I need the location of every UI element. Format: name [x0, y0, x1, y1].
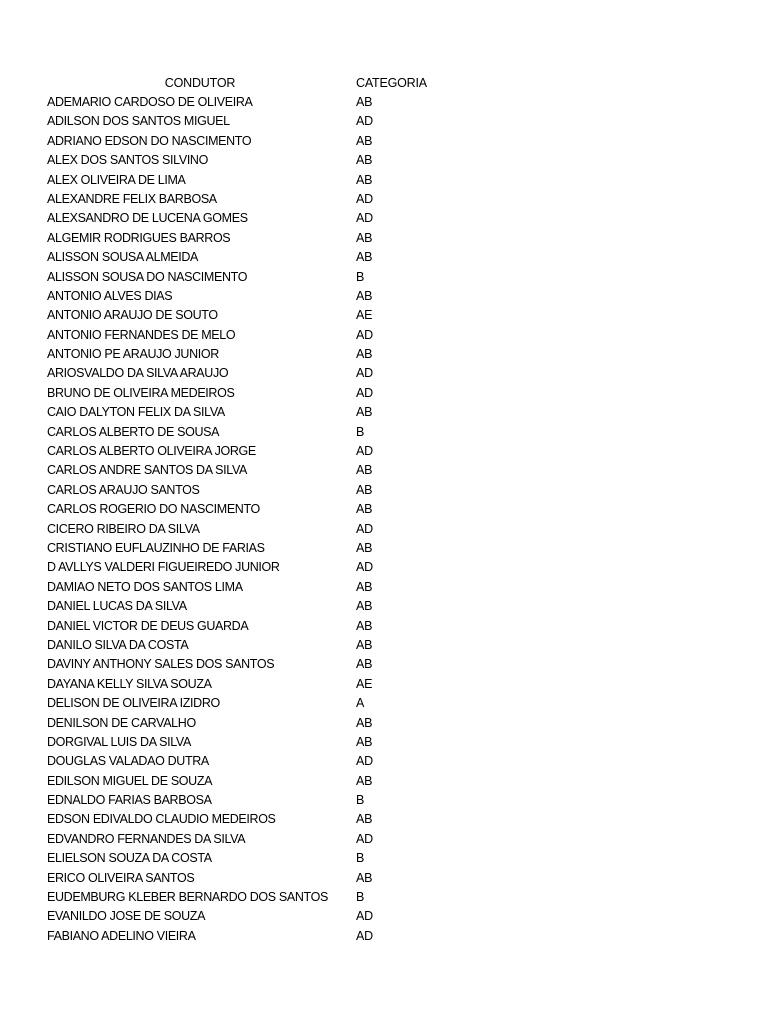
condutor-cell: EDVANDRO FERNANDES DA SILVA	[47, 831, 246, 846]
categoria-cell: AB	[356, 288, 373, 303]
categoria-cell: AD	[356, 521, 373, 536]
condutor-cell: FABIANO ADELINO VIEIRA	[47, 928, 196, 943]
categoria-cell: AB	[356, 637, 373, 652]
table-row	[0, 403, 768, 422]
condutor-cell: ALEXSANDRO DE LUCENA GOMES	[47, 211, 248, 226]
categoria-cell: AB	[356, 405, 373, 420]
table-row	[0, 520, 768, 539]
condutor-cell: CICERO RIBEIRO DA SILVA	[47, 521, 200, 536]
condutor-cell: EVANILDO JOSE DE SOUZA	[47, 909, 206, 924]
categoria-cell: B	[356, 851, 365, 866]
categoria-cell: AB	[356, 463, 373, 478]
table-row	[0, 888, 768, 907]
categoria-cell: B	[356, 269, 365, 284]
categoria-cell: AB	[356, 657, 373, 672]
condutor-cell: ALISSON SOUSA ALMEIDA	[47, 250, 199, 265]
condutor-cell: DAYANA KELLY SILVA SOUZA	[47, 676, 212, 691]
condutor-cell: ALEXANDRE FELIX BARBOSA	[47, 191, 217, 206]
table-row	[0, 345, 768, 364]
table-row	[0, 112, 768, 131]
table-row	[0, 597, 768, 616]
categoria-cell: AB	[356, 347, 373, 362]
table-row	[0, 93, 768, 112]
condutor-cell: ANTONIO PE ARAUJO JUNIOR	[47, 347, 219, 362]
condutor-cell: DANIEL VICTOR DE DEUS GUARDA	[47, 618, 249, 633]
categoria-cell: AB	[356, 250, 373, 265]
table-row	[0, 151, 768, 170]
categoria-cell: A	[356, 696, 365, 711]
table-row	[0, 229, 768, 248]
categoria-cell: AB	[356, 870, 373, 885]
table-row	[0, 209, 768, 228]
condutor-cell: DENILSON DE CARVALHO	[47, 715, 196, 730]
table-row	[0, 810, 768, 829]
condutor-cell: CARLOS ANDRE SANTOS DA SILVA	[47, 463, 247, 478]
table-row	[0, 694, 768, 713]
categoria-cell: AD	[356, 754, 373, 769]
categoria-cell: AB	[356, 133, 373, 148]
table-row	[0, 364, 768, 383]
categoria-cell: AB	[356, 812, 373, 827]
categoria-cell: B	[356, 793, 365, 808]
categoria-cell: AD	[356, 327, 373, 342]
condutor-cell: DAMIAO NETO DOS SANTOS LIMA	[47, 579, 243, 594]
categoria-cell: AD	[356, 560, 373, 575]
condutor-cell: DOUGLAS VALADAO DUTRA	[47, 754, 209, 769]
condutor-cell: DELISON DE OLIVEIRA IZIDRO	[47, 696, 220, 711]
condutor-cell: CARLOS ROGERIO DO NASCIMENTO	[47, 502, 260, 517]
condutor-cell: ALEX DOS SANTOS SILVINO	[47, 153, 208, 168]
condutor-cell: ANTONIO ARAUJO DE SOUTO	[47, 308, 218, 323]
categoria-cell: AB	[356, 734, 373, 749]
table-row	[0, 248, 768, 267]
table-row	[0, 927, 768, 946]
table-row	[0, 655, 768, 674]
condutor-cell: DANIEL LUCAS DA SILVA	[47, 599, 187, 614]
categoria-cell: B	[356, 890, 365, 905]
categoria-cell: AE	[356, 308, 373, 323]
table-row	[0, 675, 768, 694]
condutor-cell: DORGIVAL LUIS DA SILVA	[47, 734, 191, 749]
condutor-cell: CARLOS ALBERTO OLIVEIRA JORGE	[47, 444, 256, 459]
table-body	[0, 93, 768, 946]
categoria-cell: B	[356, 424, 365, 439]
condutor-cell: ADEMARIO CARDOSO DE OLIVEIRA	[47, 95, 253, 109]
column-header-categoria: CATEGORIA	[356, 76, 427, 90]
table-row	[0, 578, 768, 597]
table-row	[0, 500, 768, 519]
condutor-cell: CARLOS ALBERTO DE SOUSA	[47, 424, 220, 439]
categoria-cell: AB	[356, 502, 373, 517]
condutor-cell: EDILSON MIGUEL DE SOUZA	[47, 773, 213, 788]
table-row	[0, 132, 768, 151]
table-row	[0, 539, 768, 558]
condutor-cell: ERICO OLIVEIRA SANTOS	[47, 870, 195, 885]
condutor-cell: EDNALDO FARIAS BARBOSA	[47, 793, 212, 808]
categoria-cell: AB	[356, 230, 373, 245]
categoria-cell: AD	[356, 928, 373, 943]
table-row	[0, 461, 768, 480]
condutor-cell: D AVLLYS VALDERI FIGUEIREDO JUNIOR	[47, 560, 280, 575]
condutor-cell: EUDEMBURG KLEBER BERNARDO DOS SANTOS	[47, 890, 328, 905]
table-row	[0, 617, 768, 636]
table-row	[0, 326, 768, 345]
categoria-cell: AB	[356, 579, 373, 594]
table-row	[0, 190, 768, 209]
table-row	[0, 791, 768, 810]
categoria-cell: AB	[356, 773, 373, 788]
table-row	[0, 423, 768, 442]
categoria-cell: AB	[356, 482, 373, 497]
categoria-cell: AB	[356, 715, 373, 730]
table-row	[0, 830, 768, 849]
categoria-cell: AB	[356, 172, 373, 187]
condutor-cell: ALGEMIR RODRIGUES BARROS	[47, 230, 231, 245]
categoria-cell: AD	[356, 211, 373, 226]
table-row	[0, 714, 768, 733]
condutor-cell: CAIO DALYTON FELIX DA SILVA	[47, 405, 225, 420]
categoria-cell: AD	[356, 831, 373, 846]
categoria-cell: AB	[356, 153, 373, 168]
condutor-cell: EDSON EDIVALDO CLAUDIO MEDEIROS	[47, 812, 276, 827]
table-row	[0, 384, 768, 403]
categoria-cell: AB	[356, 95, 373, 109]
condutor-cell: ELIELSON SOUZA DA COSTA	[47, 851, 212, 866]
condutor-cell: CRISTIANO EUFLAUZINHO DE FARIAS	[47, 540, 265, 555]
categoria-cell: AE	[356, 676, 373, 691]
categoria-cell: AD	[356, 444, 373, 459]
table-header	[0, 74, 768, 92]
table-row	[0, 772, 768, 791]
table-row	[0, 752, 768, 771]
categoria-cell: AD	[356, 191, 373, 206]
condutor-cell: DAVINY ANTHONY SALES DOS SANTOS	[47, 657, 275, 672]
condutor-cell: ALISSON SOUSA DO NASCIMENTO	[47, 269, 248, 284]
column-header-condutor: CONDUTOR	[164, 76, 236, 90]
categoria-cell: AD	[356, 909, 373, 924]
categoria-cell: AB	[356, 540, 373, 555]
condutor-cell: ALEX OLIVEIRA DE LIMA	[47, 172, 186, 187]
table-row	[0, 306, 768, 325]
categoria-cell: AD	[356, 114, 373, 129]
condutor-cell: ADILSON DOS SANTOS MIGUEL	[47, 114, 230, 129]
condutor-cell: ADRIANO EDSON DO NASCIMENTO	[47, 133, 252, 148]
table-row	[0, 442, 768, 461]
table-row	[0, 907, 768, 926]
categoria-cell: AD	[356, 385, 373, 400]
table-row	[0, 869, 768, 888]
categoria-cell: AB	[356, 599, 373, 614]
condutor-cell: ANTONIO ALVES DIAS	[47, 288, 173, 303]
table-row	[0, 481, 768, 500]
condutor-cell: DANILO SILVA DA COSTA	[47, 637, 189, 652]
table-row	[0, 287, 768, 306]
table-row	[0, 268, 768, 287]
table-row	[0, 849, 768, 868]
categoria-cell: AD	[356, 366, 373, 381]
table-row	[0, 733, 768, 752]
condutor-cell: ANTONIO FERNANDES DE MELO	[47, 327, 236, 342]
condutor-cell: ARIOSVALDO DA SILVA ARAUJO	[47, 366, 229, 381]
condutor-cell: BRUNO DE OLIVEIRA MEDEIROS	[47, 385, 235, 400]
table-row	[0, 558, 768, 577]
categoria-cell: AB	[356, 618, 373, 633]
table-row	[0, 636, 768, 655]
table-row	[0, 171, 768, 190]
condutor-cell: CARLOS ARAUJO SANTOS	[47, 482, 200, 497]
